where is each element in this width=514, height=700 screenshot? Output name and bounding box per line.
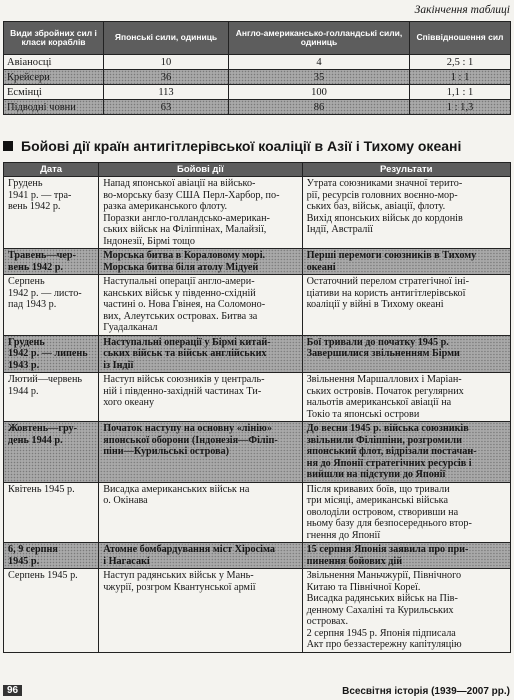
cell-text-line: вих, Алеутських островах. Битва за [103, 310, 258, 322]
war-row [4, 373, 511, 422]
cell-text-line: вень 1942 р. [8, 261, 63, 273]
war-date-cell [4, 373, 99, 422]
war-row [4, 482, 511, 543]
cell-text-line: Остаточний перелом стратегічної іні- [306, 276, 470, 287]
cell-text-line: нальотів американської авіації на [306, 397, 452, 408]
forces-japan-cell: 10 [104, 55, 229, 70]
forces-allied-cell: 86 [229, 100, 410, 115]
cell-text-line: ських військ та військ англійських [103, 348, 267, 359]
cell-text-line: Утрата союзниками значної терито- [306, 178, 463, 189]
forces-header-row [4, 22, 511, 55]
war-header-row [4, 163, 511, 177]
forces-row [4, 85, 511, 100]
forces-ratio-cell: 1 : 1 [410, 70, 511, 85]
war-results-cell [302, 177, 510, 249]
section-heading [3, 135, 511, 157]
forces-type-cell: Крейсери [4, 70, 104, 85]
cell-text-line: японської оборони (Індонезія—Філіп- [103, 434, 278, 446]
forces-header-allied: Англо-американсько-голландські сили, одиниць [229, 22, 410, 55]
war-actions-cell [99, 275, 302, 336]
war-row [4, 249, 511, 275]
war-results-cell [302, 275, 510, 336]
cell-text-line: Серпень 1945 р. [8, 570, 78, 581]
cell-text-line: Акт про беззастережну капітуляцію [306, 639, 462, 650]
cell-text-line: Серпень [8, 276, 45, 287]
cell-text-line: 1944 р. [8, 385, 39, 397]
war-actions-cell [99, 422, 302, 483]
cell-text-line: Висадка американських військ на [103, 483, 250, 495]
war-results-cell [302, 335, 510, 373]
cell-text-line: частині о. Нова Гвінея, на Соломоно- [103, 299, 266, 310]
cell-text-line: вень 1942 р. [8, 201, 61, 212]
forces-type-cell: Авіаносці [4, 55, 104, 70]
war-date-cell [4, 543, 99, 569]
cell-text-line: коаліції у війні в Тихому океані [306, 299, 444, 310]
war-date-cell [4, 275, 99, 336]
page-footer [0, 683, 514, 700]
cell-text-line: ньому базу для безпосереднього втор- [306, 518, 472, 529]
war-results-cell [302, 569, 510, 653]
war-header-date: Дата [4, 163, 99, 177]
cell-text-line: Поразки англо-голландсько-американ- [103, 212, 270, 224]
cell-text-line: 15 серпня Японія заявила про при- [306, 544, 469, 555]
cell-text-line: Травень—чер- [8, 250, 76, 261]
forces-allied-cell: 4 [229, 55, 410, 70]
war-results-cell [302, 249, 510, 275]
cell-text-line: ціативи на користь антигітлерівської [306, 287, 466, 299]
cell-text-line: 1942 р. — липень [8, 348, 88, 359]
cell-text-line: о. Окінава [103, 495, 148, 506]
war-row [4, 422, 511, 483]
war-actions-cell [99, 569, 302, 653]
war-date-cell [4, 177, 99, 249]
forces-ratio-table [3, 21, 511, 115]
cell-text-line: Звільнення Маршаллових і Маріан- [306, 374, 462, 385]
cell-text-line: 6, 9 серпня [8, 544, 58, 555]
cell-text-line: звільнили Філіппіни, розгромили [306, 434, 462, 446]
cell-text-line: ній і південно-західній частинах Ти- [103, 385, 262, 397]
cell-text-line: хого океану [103, 397, 155, 408]
cell-text-line: Токіо та японські острови [306, 408, 420, 420]
cell-text-line: оволоділи островом, створивши на [306, 506, 459, 518]
forces-header-ratio: Співвідношення сил [410, 22, 511, 55]
war-results-cell [302, 373, 510, 422]
page-number: 96 [3, 685, 22, 696]
war-date-cell [4, 249, 99, 275]
war-actions-cell [99, 373, 302, 422]
war-date-cell [4, 569, 99, 653]
forces-type-cell: Підводні човни [4, 100, 104, 115]
cell-text-line: чжурії, розгром Квантунської армії [103, 581, 256, 593]
forces-japan-cell: 63 [104, 100, 229, 115]
cell-text-line: Морська битва в Кораловому морі. [103, 250, 266, 261]
cell-text-line: Квітень 1945 р. [8, 483, 75, 495]
cell-text-line: Індії, Австралії [306, 224, 374, 235]
forces-ratio-cell: 1 : 1,3 [410, 100, 511, 115]
cell-text-line: Грудень [8, 336, 45, 348]
cell-text-line: Початок наступу на основну «лінію» [103, 423, 272, 434]
cell-text-line: Грудень [8, 178, 43, 189]
cell-text-line: 1942 р. — листо- [8, 287, 82, 299]
war-table-body [4, 177, 511, 653]
cell-text-line: Морська битва біля атолу Мідуей [103, 261, 259, 273]
cell-text-line: вийшли на підступи до Японії [306, 469, 446, 480]
cell-text-line: день 1944 р. [8, 434, 63, 446]
forces-row [4, 70, 511, 85]
war-actions-cell [99, 543, 302, 569]
cell-text-line: 1943 р. [8, 359, 40, 371]
war-row [4, 543, 511, 569]
forces-allied-cell: 35 [229, 70, 410, 85]
war-actions-cell [99, 335, 302, 373]
war-date-cell [4, 482, 99, 543]
cell-text-line: Атомне бомбардування міст Хіросіма [103, 544, 275, 555]
forces-row [4, 55, 511, 70]
pacific-war-table [3, 162, 511, 653]
book-title: Всесвітня історія (1939—2007 рр.) [342, 686, 510, 697]
cell-text-line: Перші перемоги союзників в Тихому [306, 250, 477, 261]
war-results-cell [302, 422, 510, 483]
war-row [4, 569, 511, 653]
cell-text-line: пинення бойових дій [306, 555, 403, 567]
section-title: Бойові дії країн антигітлерівської коаліції в Азії і Тихому океані [21, 138, 462, 154]
cell-text-line: Завершилися звільненням Бірми [306, 348, 460, 359]
war-date-cell [4, 335, 99, 373]
cell-text-line: Лютий—червень [8, 374, 83, 385]
cell-text-line: гнення до Японії [306, 529, 381, 541]
forces-allied-cell: 100 [229, 85, 410, 100]
cell-text-line: Висадка радянських військ на Пів- [306, 593, 458, 604]
forces-row [4, 100, 511, 115]
cell-text-line: океані [306, 261, 336, 273]
cell-text-line: разка американського флоту. [103, 201, 228, 212]
war-actions-cell [99, 249, 302, 275]
cell-text-line: три місяці, американські війська [306, 495, 448, 506]
cell-text-line: Китаю та Північної Кореї. [306, 581, 421, 593]
war-results-cell [302, 543, 510, 569]
cell-text-line: пад 1943 р. [8, 299, 57, 310]
cell-text-line: Наступ радянських військ у Мань- [103, 570, 254, 581]
cell-text-line: Індонезії, Бірмі тощо [103, 235, 195, 247]
forces-ratio-cell: 2,5 : 1 [410, 55, 511, 70]
table-continued-label: Закінчення таблиці [414, 4, 510, 16]
cell-text-line: Бої тривали до початку 1945 р. [306, 336, 449, 348]
cell-text-line: Вихід японських військ до кордонів [306, 212, 463, 224]
forces-header-type: Види збройних сил і класи кораблів [4, 22, 104, 55]
cell-text-line: піни—Курильські острова) [103, 446, 230, 457]
forces-japan-cell: 36 [104, 70, 229, 85]
forces-table-body [4, 55, 511, 115]
cell-text-line: Наступальні операції англо-амери- [103, 276, 255, 287]
war-results-cell [302, 482, 510, 543]
cell-text-line: і Нагасакі [103, 555, 150, 567]
cell-text-line: 2 серпня 1945 р. Японія підписала [306, 627, 456, 639]
war-row [4, 275, 511, 336]
cell-text-line: Наступ військ союзників у централь- [103, 374, 265, 385]
cell-text-line: Жовтень—гру- [8, 423, 78, 434]
forces-ratio-cell: 1,1 : 1 [410, 85, 511, 100]
war-row [4, 335, 511, 373]
forces-header-japan: Японські сили, одиниць [104, 22, 229, 55]
cell-text-line: ських військ на Філіппінах, Малайзії, [103, 224, 267, 235]
cell-text-line: Наступальні операції у Бірмі китай- [103, 336, 271, 348]
war-row [4, 177, 511, 249]
forces-japan-cell: 113 [104, 85, 229, 100]
forces-type-cell: Есмінці [4, 85, 104, 100]
cell-text-line: 1941 р. — тра- [8, 189, 72, 201]
cell-text-line: ських баз, військ, авіації, флоту. [306, 201, 446, 212]
cell-text-line: японський флот, відрізали постачан- [306, 446, 477, 457]
cell-text-line: Гуадалканал [103, 322, 158, 333]
cell-text-line: До весни 1945 р. війська союзників [306, 423, 469, 434]
cell-text-line: ських островів. Початок регулярних [306, 385, 464, 397]
cell-text-line: рії, ресурсів головних воєнно-мор- [306, 189, 458, 201]
cell-text-line: із Індії [103, 359, 134, 371]
war-date-cell [4, 422, 99, 483]
war-actions-cell [99, 177, 302, 249]
cell-text-line: во-морську базу США Перл-Харбор, по- [103, 189, 280, 201]
square-bullet-icon [3, 141, 13, 151]
war-header-actions: Бойові дії [99, 163, 302, 177]
cell-text-line: Звільнення Маньчжурії, Північного [306, 570, 462, 581]
cell-text-line: Після кривавих боїв, що тривали [306, 483, 450, 495]
war-actions-cell [99, 482, 302, 543]
cell-text-line: канських військ у південно-східній [103, 287, 256, 299]
cell-text-line: 1945 р. [8, 555, 40, 567]
cell-text-line: ня до Японії стратегічних ресурсів і [306, 457, 472, 469]
war-header-results: Результати [302, 163, 510, 177]
cell-text-line: Напад японської авіації на військо- [103, 178, 256, 189]
cell-text-line: денному Сахаліні та Курильських [306, 604, 454, 616]
cell-text-line: островах. [306, 616, 349, 627]
